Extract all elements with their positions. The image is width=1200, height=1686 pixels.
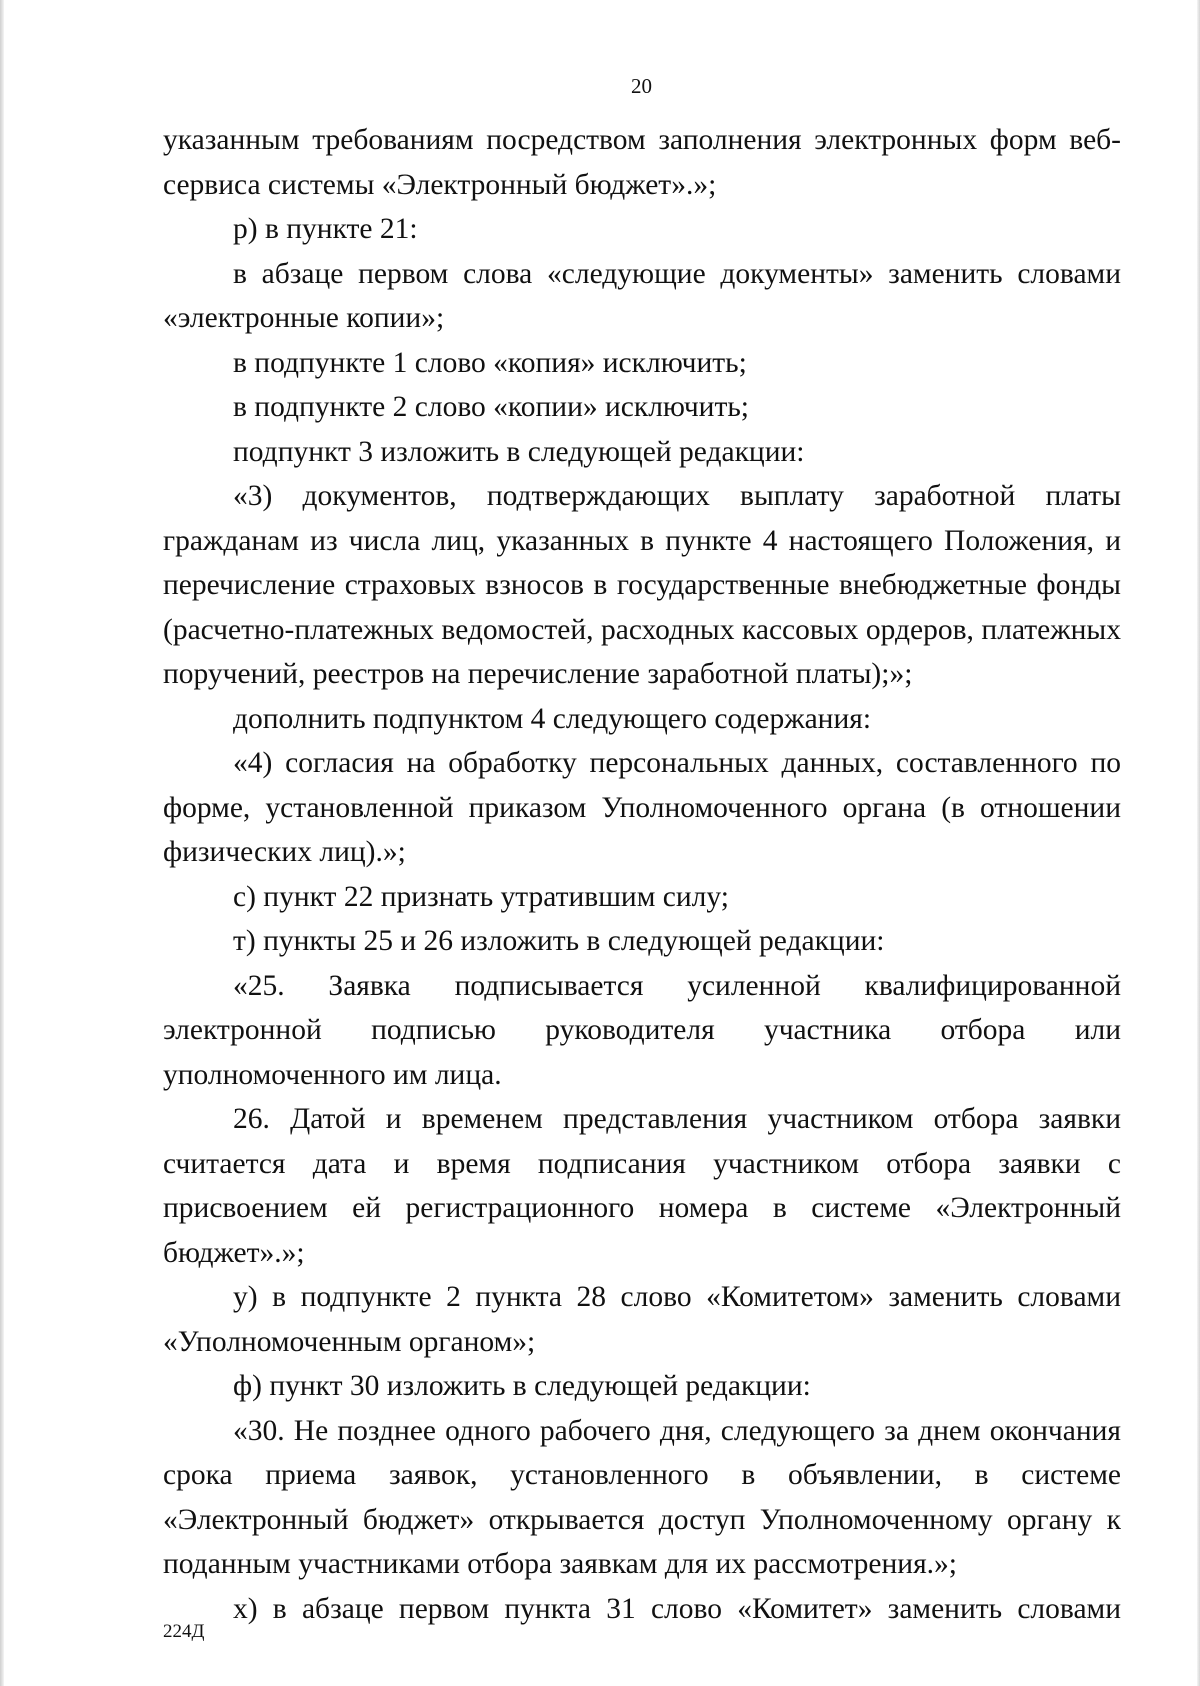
paragraph: подпункт 3 изложить в следующей редакции: [233,435,805,468]
page-number: 20 [631,74,652,98]
paragraph-item-r: р) в пункте 21: [233,213,418,245]
paragraph-item-s: с) пункт 22 признать утратившим силу; [233,880,729,913]
paragraph-quote-30: «30. Не позднее одного рабочего дня, следующего за днем окончания срока приема заявок, установленного в объявлении, в системе «Электронный бюджет» открывается доступ Уполномоченному органу к поданным участниками отбора заявкам для их рассмотрения.»; [163,1414,1121,1580]
paragraph-quote-25: «25. Заявка подписывается усиленной квалифицированной электронной подписью руководителя участника отбора или уполномоченного им лица. [163,969,1121,1091]
paragraph-item-u: у) в подпункте 2 пункта 28 слово «Комитетом» заменить словами «Уполномоченным органом»; [163,1281,1121,1358]
footer-document-code: 224Д [163,1621,205,1642]
paragraph-quote-26: 26. Датой и временем представления участником отбора заявки считается дата и время подписания участником отбора заявки с присвоением ей регистрационного номера в системе «Электронный бюджет».»; [163,1103,1121,1269]
paragraph: дополнить подпунктом 4 следующего содержания: [233,702,872,735]
paragraph-item-f: ф) пункт 30 изложить в следующей редакции: [233,1370,811,1402]
paragraph: в подпункте 2 слово «копии» исключить; [233,391,750,423]
paragraph-quote-3: «3) документов, подтверждающих выплату заработной платы гражданам из числа лиц, указанных в пункте 4 настоящего Положения, и перечисление страховых взносов в государственные внебюджетные фонды (расчетно-платежных ведомостей, расходных кассовых ордеров, платежных поручений, реестров на перечисление заработной платы);»; [163,480,1121,690]
paragraph-quote-4: «4) согласия на обработку персональных данных, составленного по форме, установленной приказом Уполномоченного органа (в отношении физических лиц).»; [163,747,1121,868]
document-body [163,118,1121,1631]
paragraph-continuation: указанным требованиям посредством заполнения электронных форм веб-сервиса системы «Электронный бюджет».»; [163,124,1121,201]
scan-edge-left [0,0,4,1686]
paragraph-item-t: т) пункты 25 и 26 изложить в следующей редакции: [233,925,885,957]
paragraph-item-kh: х) в абзаце первом пункта 31 слово «Комитет» заменить словами [233,1592,1121,1625]
paragraph: в абзаце первом слова «следующие документы» заменить словами «электронные копии»; [163,257,1121,334]
paragraph: в подпункте 1 слово «копия» исключить; [233,346,747,379]
